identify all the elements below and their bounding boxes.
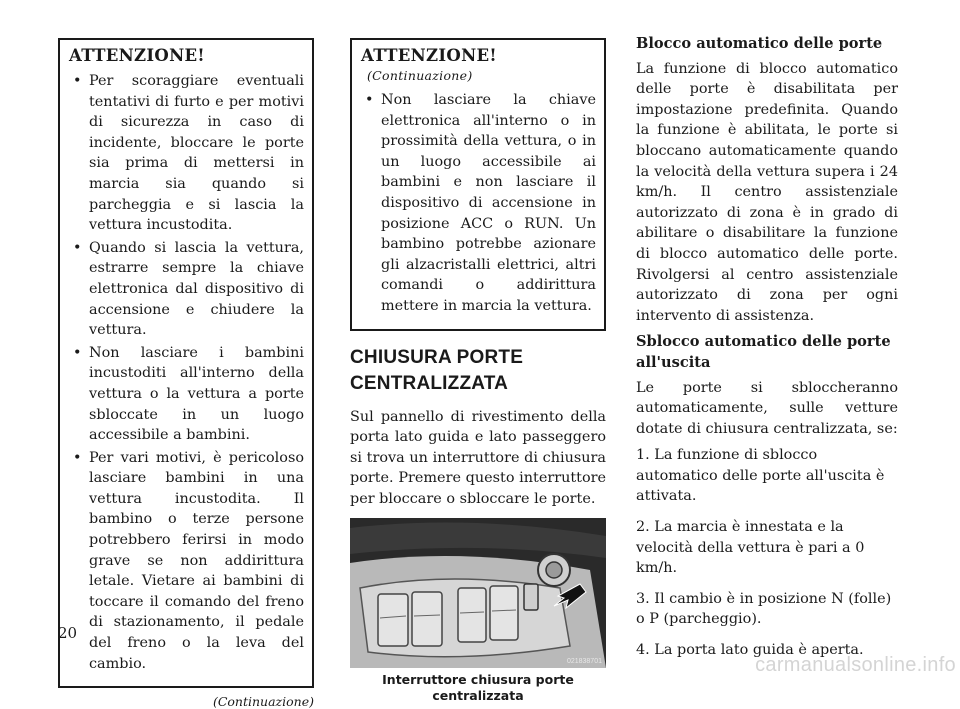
warning-bullet: • Per vari motivi, è pericoloso lasciare bambini in una vettura incustodita. Il bambino o terze persone potrebbero ferirsi in modo grave se non addirittura letale. Vietare ai bambini di toccare il comando del freno di stazionamento, il pedale del freno o la leva del cambio.: [69, 448, 304, 675]
warning-title: [361, 46, 596, 84]
subheading-auto-lock: Blocco automatico delle porte: [636, 35, 883, 52]
figure-caption: [350, 672, 606, 704]
right-column: [636, 34, 898, 671]
condition-item: 3. Il cambio è in posizione N (folle) o P (parcheggio).: [636, 590, 892, 628]
middle-column: [350, 38, 606, 704]
watermark: carmanualsonline.info: [755, 654, 956, 676]
warning-bullet: • Non lasciare la chiave elettronica all'interno o in prossimità della vettura, o in un luogo accessibile ai bambini e non lasciare il dispositivo di accensione in posizione ACC o RUN. Un bambino potrebbe azionare gli alzacristalli elettrici, altri comandi o addirittura mettere in marcia la vettura.: [361, 90, 596, 317]
warning-list: [69, 71, 304, 674]
condition-item: 1. La funzione di sblocco automatico delle porte all'uscita è attivata.: [636, 447, 885, 505]
subheading-line: Sblocco automatico delle porte: [636, 333, 891, 351]
warning-bullet: • Per scoraggiare eventuali tentativi di furto e per motivi di sicurezza in caso di incidente, bloccare le porte sia prima di mettersi in marcia sia quando si parcheggia e si lascia la vettura incustodita.: [69, 71, 304, 236]
page-number: 20: [58, 624, 78, 642]
section-title: [350, 345, 606, 397]
continuation-note: (Continuazione): [212, 694, 314, 709]
warning-box: [58, 38, 314, 688]
left-column: [58, 38, 314, 709]
subheading-auto-unlock: [636, 332, 898, 373]
section-title-line: CHIUSURA PORTE: [350, 346, 524, 368]
auto-unlock-paragraph: Le porte si sbloccheranno automaticamente, sulle vetture dotate di chiusura centralizzata, se:: [636, 379, 898, 437]
condition-item: 2. La marcia è innestata e la velocità della vettura è pari a 0 km/h.: [636, 519, 865, 577]
condition-item: 4. La porta lato guida è aperta.: [636, 642, 864, 659]
section-title-line: CENTRALIZZATA: [350, 372, 509, 394]
door-lock-switch-figure: [350, 518, 606, 668]
figure-code: 021838701: [566, 657, 602, 665]
caption-line: centralizzata: [432, 687, 524, 703]
door-panel-illustration: [350, 518, 606, 668]
warning-title-text: ATTENZIONE!: [361, 46, 497, 65]
warning-title: ATTENZIONE!: [69, 46, 205, 65]
warning-bullet: • Non lasciare i bambini incustoditi all'interno della vettura o la vettura a porte sbloccate in un luogo accessibile a bambini.: [69, 343, 304, 446]
subheading-line: all'uscita: [636, 353, 711, 371]
warning-bullet: • Quando si lascia la vettura, estrarre sempre la chiave elettronica dal dispositivo di accensione e chiudere la vettura.: [69, 238, 304, 341]
warning-list: [361, 90, 596, 317]
auto-lock-paragraph: La funzione di blocco automatico delle porte è disabilitata per impostazione predefinita. Quando la funzione è abilitata, le porte si bloccano automaticamente quando la velocità della vettura supera i 24 km/h. Il centro assistenziale autorizzato di zona è in grado di abilitare o disabilitare la funzione di blocco automatico delle porte. Rivolgersi al centro assistenziale autorizzato di zona per ogni intervento di assistenza.: [636, 60, 898, 324]
body-paragraph: Sul pannello di rivestimento della porta lato guida e lato passeggero si trova un interruttore di chiusura porte. Premere questo interruttore per bloccare o sbloccare le porte.: [350, 408, 606, 507]
caption-line: Interruttore chiusura porte: [382, 671, 574, 687]
warning-continuation-label: (Continuazione): [367, 68, 473, 83]
warning-box-continued: [350, 38, 606, 331]
